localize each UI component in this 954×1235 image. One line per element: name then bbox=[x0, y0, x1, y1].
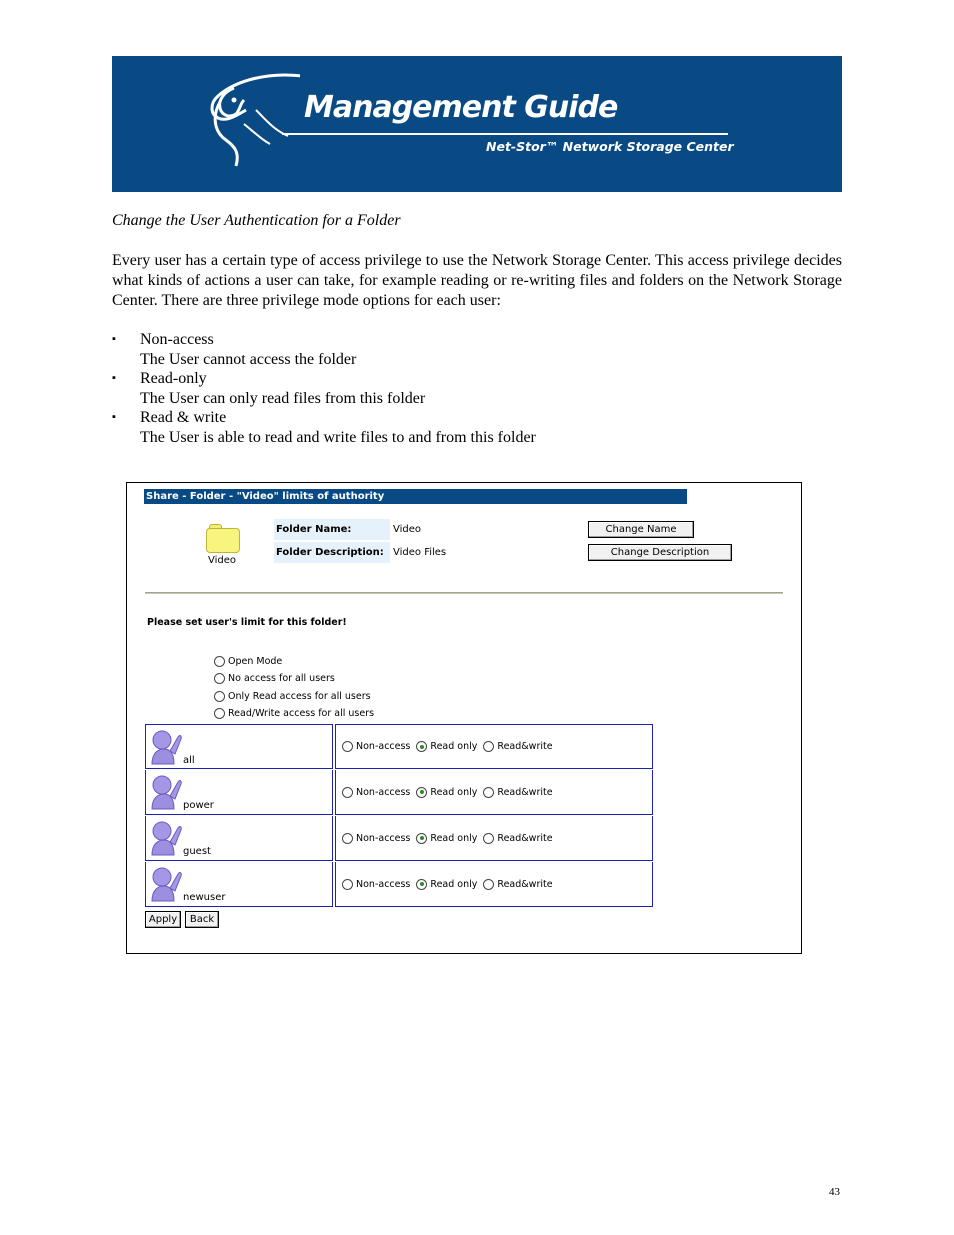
perm-non-access[interactable] bbox=[342, 879, 410, 890]
perm-label: Read only bbox=[430, 832, 478, 844]
mode-label: Read/Write access for all users bbox=[228, 707, 375, 719]
folder-name-label: Folder Name: bbox=[274, 519, 390, 540]
section-title: Change the User Authentication for a Folder bbox=[112, 212, 401, 229]
intro-paragraph: Every user has a certain type of access privilege to use the Network Storage Center. This access privilege decides what kinds of actions a user can take, for example reading or re-writing files and folders on the Network Storage Center. There are three privilege mode options for each user: bbox=[112, 252, 842, 309]
table-row bbox=[145, 770, 655, 816]
option-name: Read & write bbox=[140, 409, 227, 427]
privilege-options-list bbox=[112, 330, 536, 448]
mode-read-write-all[interactable] bbox=[214, 706, 374, 720]
perm-label: Read&write bbox=[497, 786, 553, 798]
panel-header: Share - Folder - "Video" limits of authority bbox=[144, 489, 687, 504]
header-banner bbox=[112, 56, 842, 192]
list-item bbox=[112, 408, 536, 447]
change-name-button[interactable]: Change Name bbox=[588, 521, 694, 538]
perm-label: Non-access bbox=[356, 832, 411, 844]
user-name: newuser bbox=[183, 892, 226, 903]
radio-button-selected[interactable] bbox=[416, 833, 427, 844]
user-avatar-icon bbox=[150, 820, 182, 856]
bullet-icon: ▪ bbox=[112, 411, 116, 424]
user-cell bbox=[145, 816, 333, 861]
radio-button[interactable] bbox=[342, 787, 353, 798]
folder-description-value: Video Files bbox=[393, 547, 447, 558]
perm-non-access[interactable] bbox=[342, 787, 410, 798]
user-avatar-icon bbox=[150, 866, 182, 902]
mode-label: No access for all users bbox=[228, 672, 335, 684]
perm-read-only[interactable] bbox=[416, 741, 477, 752]
radio-button[interactable] bbox=[214, 673, 225, 684]
perm-non-access[interactable] bbox=[342, 741, 410, 752]
perm-label: Non-access bbox=[356, 878, 411, 890]
permission-cell bbox=[335, 770, 653, 815]
perm-label: Read only bbox=[430, 786, 478, 798]
perm-non-access[interactable] bbox=[342, 833, 410, 844]
page-number: 43 bbox=[829, 1186, 840, 1198]
mode-label: Open Mode bbox=[228, 655, 283, 667]
option-description: The User can only read files from this folder bbox=[140, 389, 426, 407]
perm-label: Non-access bbox=[356, 741, 411, 752]
perm-read-write[interactable] bbox=[483, 833, 552, 844]
perm-label: Read only bbox=[430, 741, 478, 752]
perm-label: Read&write bbox=[497, 832, 553, 844]
mode-label: Only Read access for all users bbox=[228, 690, 371, 702]
perm-label: Read&write bbox=[497, 741, 553, 752]
folder-icon-label: Video bbox=[208, 555, 237, 566]
option-name: Non-access bbox=[140, 331, 214, 348]
perm-read-write[interactable] bbox=[483, 741, 552, 752]
banner-title: Management Guide bbox=[304, 90, 618, 125]
radio-button-selected[interactable] bbox=[416, 741, 427, 752]
radio-button[interactable] bbox=[214, 656, 225, 667]
banner-rule bbox=[282, 133, 728, 135]
permission-cell bbox=[335, 816, 653, 861]
perm-read-write[interactable] bbox=[483, 879, 552, 890]
back-button[interactable]: Back bbox=[185, 911, 219, 928]
radio-button[interactable] bbox=[342, 879, 353, 890]
folder-authority-screenshot bbox=[126, 482, 802, 954]
radio-button[interactable] bbox=[483, 833, 494, 844]
list-item bbox=[112, 330, 536, 369]
radio-button[interactable] bbox=[342, 741, 353, 752]
option-name: Read-only bbox=[140, 370, 207, 388]
radio-button[interactable] bbox=[483, 741, 494, 752]
radio-button[interactable] bbox=[214, 708, 225, 719]
perm-read-only[interactable] bbox=[416, 833, 477, 844]
perm-label: Read&write bbox=[497, 878, 553, 890]
user-avatar-icon bbox=[150, 774, 182, 810]
bullet-icon: ▪ bbox=[112, 333, 116, 345]
radio-button-selected[interactable] bbox=[416, 787, 427, 798]
mode-open[interactable] bbox=[214, 654, 282, 668]
user-permissions-table bbox=[145, 724, 655, 908]
user-name: guest bbox=[183, 846, 211, 857]
perm-read-write[interactable] bbox=[483, 787, 552, 798]
perm-label: Non-access bbox=[356, 786, 411, 798]
perm-label: Read only bbox=[430, 878, 478, 890]
banner-subtitle: Net-Stor™ Network Storage Center bbox=[486, 139, 734, 154]
user-cell bbox=[145, 724, 333, 769]
mode-read-only-all[interactable] bbox=[214, 689, 371, 703]
permission-cell bbox=[335, 862, 653, 907]
radio-button[interactable] bbox=[483, 879, 494, 890]
option-description: The User is able to read and write files to and from this folder bbox=[140, 428, 536, 446]
table-row bbox=[145, 816, 655, 862]
mode-no-access-all[interactable] bbox=[214, 671, 335, 685]
perm-read-only[interactable] bbox=[416, 787, 477, 798]
radio-button[interactable] bbox=[342, 833, 353, 844]
table-row bbox=[145, 862, 655, 908]
user-limit-prompt: Please set user's limit for this folder! bbox=[147, 617, 347, 628]
folder-description-label: Folder Description: bbox=[274, 542, 390, 563]
radio-button[interactable] bbox=[483, 787, 494, 798]
table-row bbox=[145, 724, 655, 770]
change-description-button[interactable]: Change Description bbox=[588, 544, 732, 561]
radio-button[interactable] bbox=[214, 691, 225, 702]
radio-button-selected[interactable] bbox=[416, 879, 427, 890]
user-avatar-icon bbox=[150, 729, 182, 765]
bullet-icon: ▪ bbox=[112, 372, 116, 385]
perm-read-only[interactable] bbox=[416, 879, 477, 890]
user-cell bbox=[145, 770, 333, 815]
eagle-logo bbox=[210, 70, 300, 170]
apply-button[interactable]: Apply bbox=[145, 911, 181, 928]
folder-name-value: Video bbox=[393, 524, 422, 535]
user-name: power bbox=[183, 800, 214, 811]
folder-icon bbox=[206, 524, 240, 553]
divider bbox=[145, 592, 783, 594]
option-description: The User cannot access the folder bbox=[140, 350, 357, 368]
list-item bbox=[112, 369, 536, 408]
user-cell bbox=[145, 862, 333, 907]
user-name: all bbox=[183, 755, 195, 766]
permission-cell bbox=[335, 724, 653, 769]
